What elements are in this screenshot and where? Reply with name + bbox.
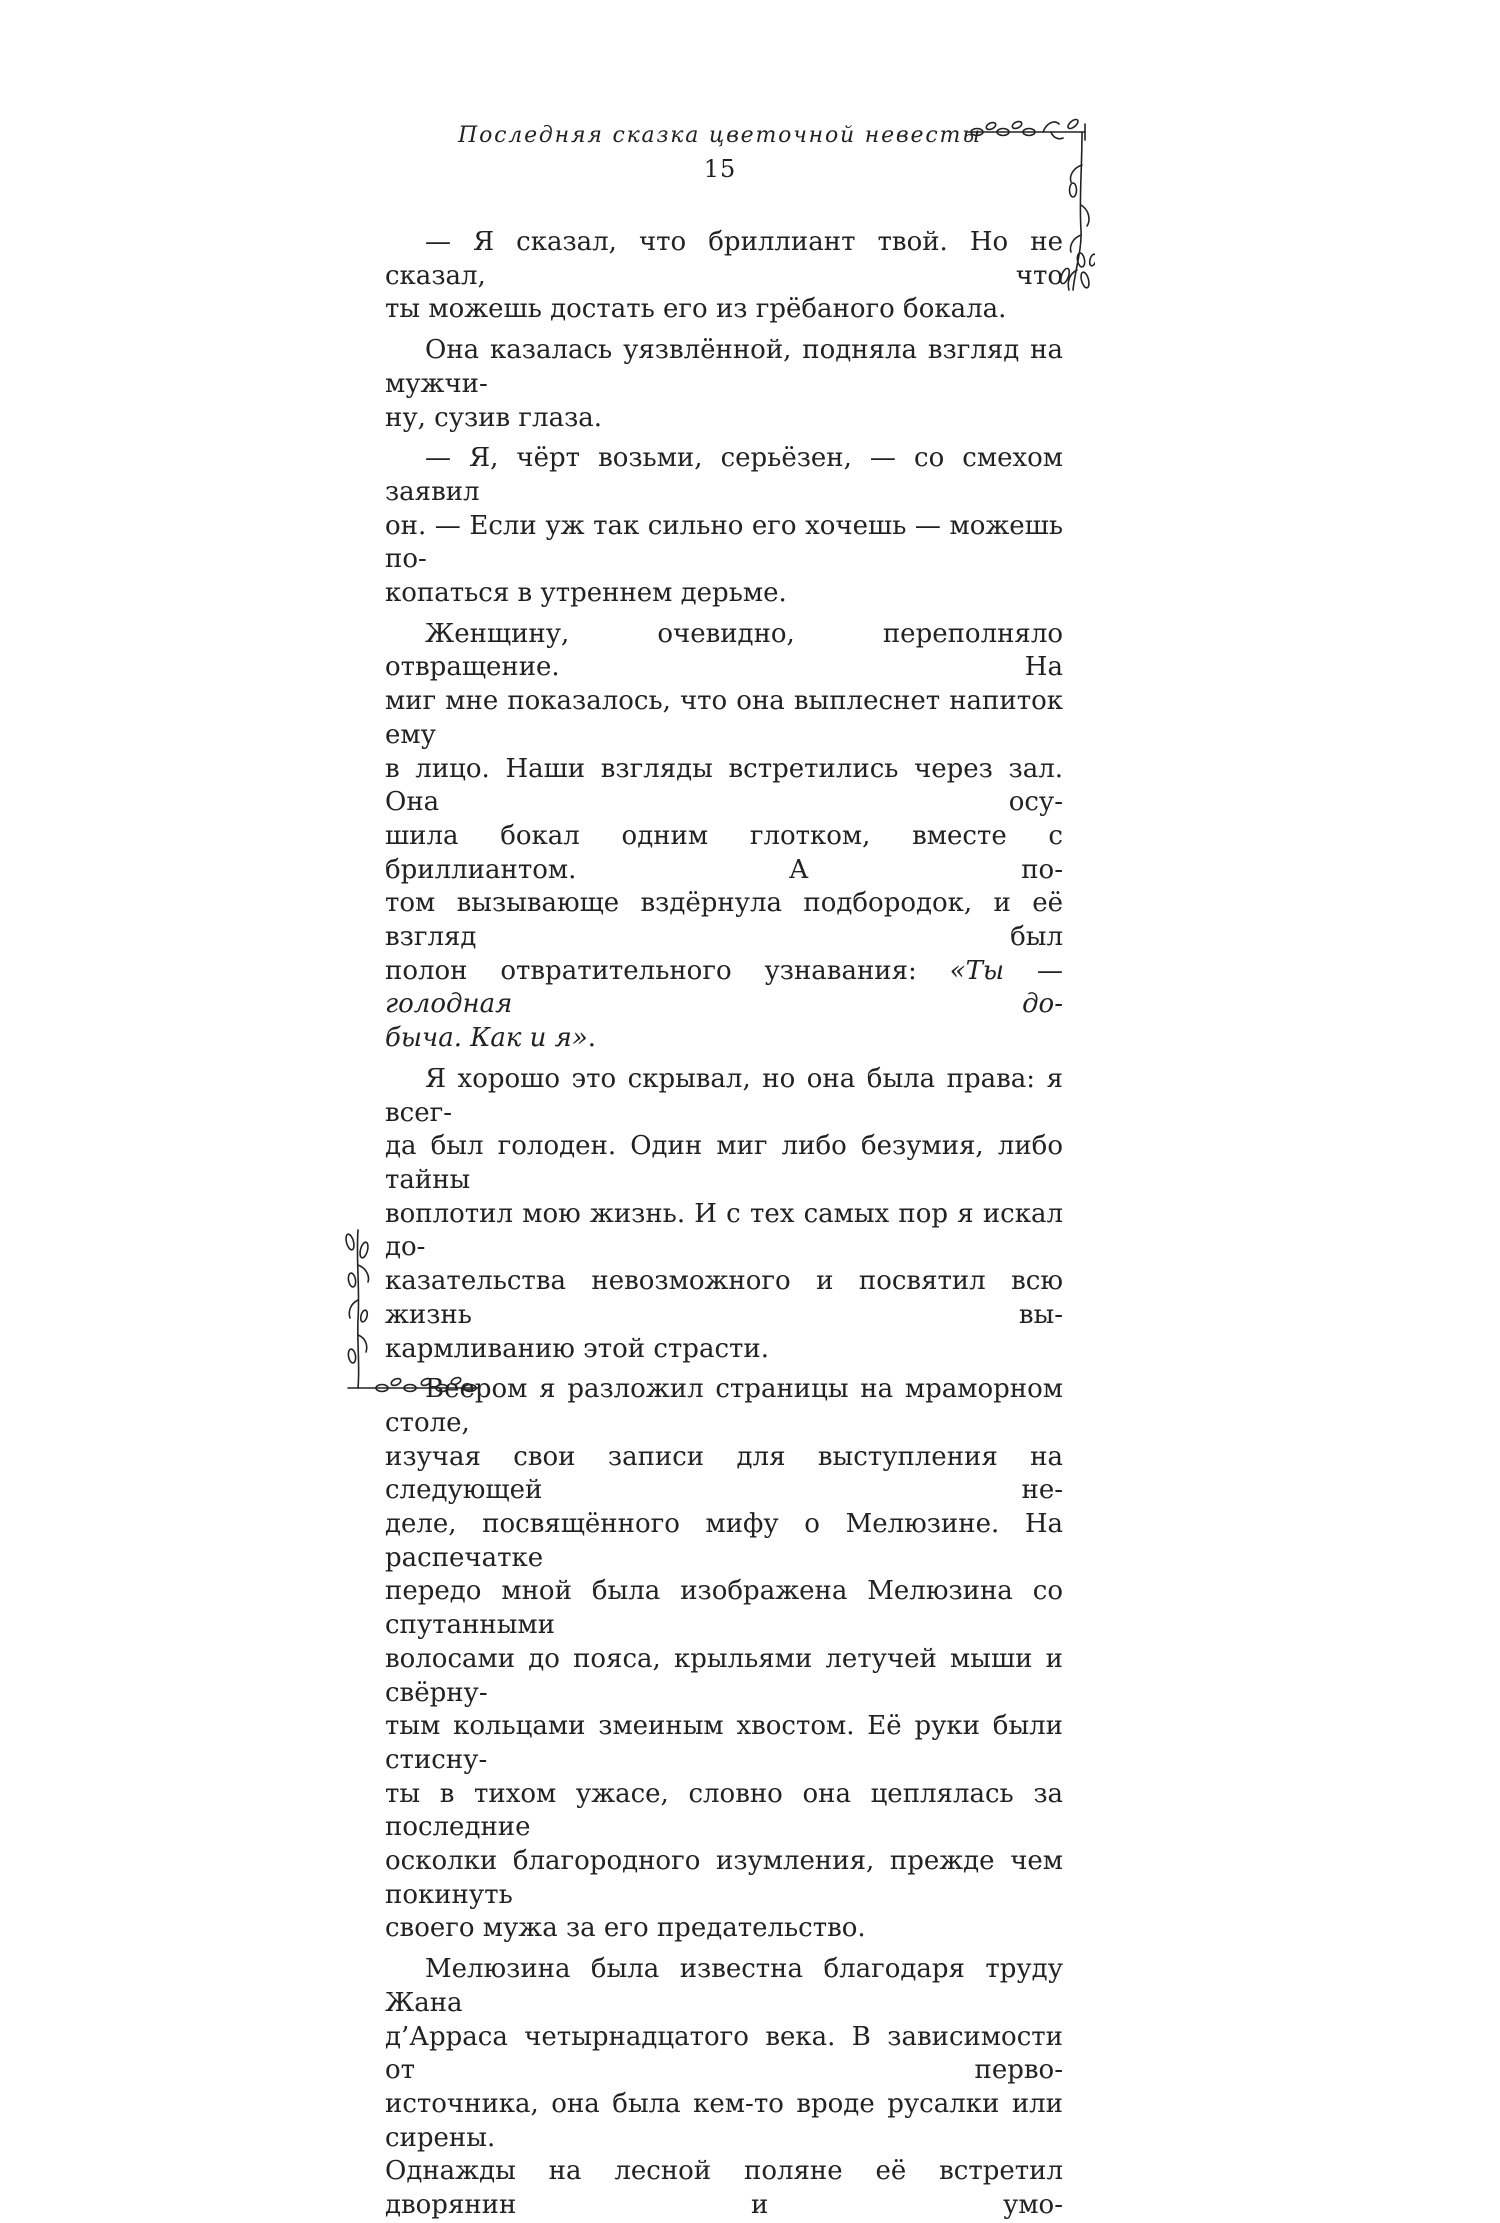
text-line: изучая свои записи для выступления на следующей не-	[385, 1441, 1063, 1506]
text-line: да был голоден. Один миг либо безумия, либо тайны	[385, 1131, 1063, 1195]
text-line: копаться в утреннем дерьме.	[385, 578, 787, 609]
page-number: 15	[703, 155, 737, 183]
text-line: — Я сказал, что бриллиант твой. Но не сказал, что	[385, 227, 1063, 291]
paragraph	[385, 1373, 1063, 1946]
text-line: деле, посвящённого мифу о Мелюзине. На распечатке	[385, 1509, 1063, 1573]
text-line: Женщину, очевидно, переполняло отвращение. На	[385, 618, 1063, 683]
text-line: Однажды на лесной поляне её встретил дворянин и умо-	[385, 2156, 1063, 2221]
text-segment: полон отвратительного узнавания:	[385, 955, 950, 986]
floral-sprig-icon	[330, 1220, 490, 1400]
italic-quote: «Ты — голодная до-	[385, 955, 1063, 1020]
text-line: шила бокал одним глотком, вместе с бриллиантом. А по-	[385, 820, 1063, 885]
text-line: ты можешь достать его из грёбаного бокала.	[385, 294, 1007, 325]
text-line: ну, сузив глаза.	[385, 402, 603, 433]
text-line	[385, 1022, 1063, 1056]
text-line: Она казалась уязвлённой, подняла взгляд на мужчи-	[385, 335, 1063, 399]
text-line: — Я, чёрт возьми, серьёзен, — со смехом заявил	[385, 443, 1063, 507]
text-line: волосами до пояса, крыльями летучей мыши и свёрну-	[385, 1643, 1063, 1708]
text-line: д’Арраса четырнадцатого века. В зависимости от перво-	[385, 2021, 1063, 2086]
running-title: Последняя сказка цветочной невесты	[458, 123, 982, 148]
paragraph	[385, 618, 1063, 1056]
paragraph	[385, 334, 1063, 435]
text-line: том вызывающе вздёрнула подбородок, и её взгляд был	[385, 888, 1063, 953]
text-line: казательства невозможного и посвятил всю жизнь вы-	[385, 1266, 1063, 1330]
paragraph	[385, 226, 1063, 327]
text-line: Мелюзина была известна благодаря труду Жана	[385, 1954, 1063, 2018]
text-line: ты в тихом ужасе, словно она цеплялась за последние	[385, 1778, 1063, 1843]
paragraph	[385, 1953, 1063, 2223]
text-line: передо мной была изображена Мелюзина со спутанными	[385, 1576, 1063, 1641]
text-line: тым кольцами змеиным хвостом. Её руки были стисну-	[385, 1711, 1063, 1775]
text-line: осколки благородного изумления, прежде чем покинуть	[385, 1846, 1063, 1910]
text-line: своего мужа за его предательство.	[385, 1913, 866, 1944]
text-line: Я хорошо это скрывал, но она была права: я всег-	[385, 1063, 1063, 1128]
text-line: в лицо. Наши взгляды встретились через зал. Она осу-	[385, 753, 1063, 818]
text-line: он. — Если уж так сильно его хочешь — можешь по-	[385, 510, 1063, 575]
text-segment: .	[587, 1023, 597, 1054]
paragraph	[385, 442, 1063, 611]
text-line: источника, она была кем-то вроде русалки или сирены.	[385, 2088, 1063, 2153]
text-line	[385, 955, 1063, 1022]
italic-quote: быча. Как и я»	[385, 1023, 588, 1054]
text-line: воплотил мою жизнь. И с тех самых пор я искал до-	[385, 1198, 1063, 1263]
text-line: миг мне показалось, что она выплеснет напиток ему	[385, 686, 1063, 750]
text-line: кармливанию этой страсти.	[385, 1333, 769, 1364]
text-line: Веером я разложил страницы на мраморном столе,	[385, 1374, 1063, 1438]
